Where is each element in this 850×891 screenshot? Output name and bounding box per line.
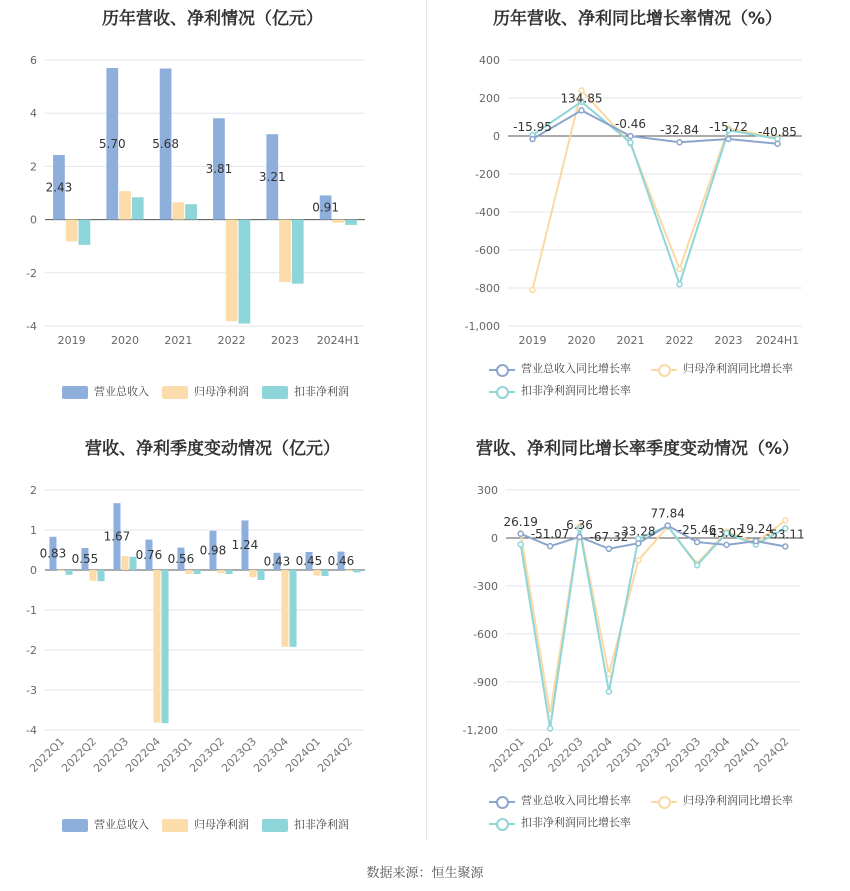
y-tick-label: 0	[30, 564, 37, 577]
bar	[172, 202, 184, 219]
line-point	[606, 689, 611, 694]
data-label: 0.91	[312, 200, 339, 215]
legend-swatch	[489, 795, 515, 808]
data-label: -25.46	[677, 523, 717, 538]
x-tick-label: 2020	[111, 334, 139, 347]
y-tick-label: -3	[26, 684, 37, 697]
y-tick-label: -400	[475, 206, 500, 219]
legend-item-deducted-growth[interactable]	[489, 382, 631, 398]
data-label: 0.56	[167, 551, 195, 566]
line-point	[695, 563, 700, 568]
x-tick-label: 2019	[518, 334, 547, 347]
line-point	[518, 542, 523, 547]
y-tick-label: -800	[475, 282, 500, 295]
data-label: 33.28	[621, 524, 656, 539]
data-label: 1.24	[231, 538, 259, 553]
line-point	[530, 287, 535, 292]
line-point	[783, 518, 788, 523]
data-label: 0.76	[135, 547, 163, 562]
bar	[79, 220, 91, 245]
legend-swatch	[489, 363, 515, 376]
legend-label: 归母净利润	[194, 818, 249, 831]
legend-label: 扣非净利润	[294, 385, 349, 398]
bar	[226, 220, 238, 322]
legend-item-revenue[interactable]	[62, 383, 149, 399]
data-label: -40.85	[758, 124, 797, 139]
data-label: 6.36	[566, 517, 593, 532]
legend-item-revenue-growth[interactable]	[489, 360, 631, 376]
data-label: -67.32	[589, 529, 629, 544]
data-label: -32.84	[660, 123, 699, 138]
bar	[292, 220, 304, 284]
chart-title: 历年营收、净利同比增长率情况（%）	[492, 9, 783, 29]
line-point	[665, 523, 670, 528]
legend-item-deducted-profit[interactable]	[262, 383, 349, 399]
line-point	[677, 282, 682, 287]
x-tick-label: 2024H1	[755, 334, 800, 347]
y-tick-label: 0	[30, 213, 37, 227]
bar	[132, 197, 144, 219]
line-point	[677, 267, 682, 272]
y-tick-label: -2	[26, 266, 37, 280]
x-tick-label: 2022Q4	[123, 734, 164, 775]
x-tick-label: 2022	[665, 334, 694, 347]
x-tick-label: 2023	[271, 334, 299, 347]
x-tick-label: 2021	[164, 334, 193, 347]
x-tick-label: 2023Q4	[692, 734, 733, 775]
bar	[322, 570, 329, 576]
line-point	[695, 540, 700, 545]
x-tick-label: 2022Q3	[91, 734, 132, 775]
y-tick-label: -1	[26, 604, 37, 617]
x-tick-label: 2024Q1	[721, 734, 763, 775]
x-tick-label: 2023Q4	[251, 734, 292, 775]
chart-panel-quarterly-growth	[425, 430, 850, 860]
line-point	[530, 137, 535, 142]
bar	[354, 570, 361, 572]
series-line	[521, 517, 786, 714]
x-tick-label: 2019	[57, 334, 86, 347]
data-label: 5.68	[152, 137, 179, 152]
line-point	[606, 672, 611, 677]
x-tick-label: 2023Q3	[663, 734, 704, 775]
legend-label: 扣非净利润同比增长率	[521, 384, 631, 397]
legend-swatch	[651, 363, 677, 376]
y-tick-label: 0	[493, 130, 500, 143]
data-label: 0.43	[263, 554, 291, 569]
bar	[239, 220, 251, 324]
x-tick-label: 2023Q1	[604, 734, 645, 775]
data-label: 134.85	[560, 91, 603, 106]
x-tick-label: 2022	[217, 334, 246, 347]
legend-label: 归母净利润同比增长率	[683, 794, 793, 807]
y-tick-label: -4	[26, 724, 37, 737]
bar	[217, 570, 224, 573]
legend-label: 归母净利润	[194, 385, 249, 398]
bar	[121, 556, 128, 570]
line-point	[753, 539, 758, 544]
y-tick-label: 4	[30, 107, 37, 121]
line-point	[636, 558, 641, 563]
x-tick-label: 2024Q2	[751, 734, 792, 775]
bar	[345, 570, 352, 571]
line-point	[606, 546, 611, 551]
y-tick-label: 1	[30, 524, 37, 537]
bar	[345, 220, 357, 225]
data-label: 3.81	[205, 161, 233, 176]
legend-item-net-profit[interactable]	[162, 816, 249, 832]
chart-panel-annual-values	[0, 0, 425, 430]
data-label: 0.98	[199, 543, 227, 558]
legend-swatch	[262, 819, 288, 832]
x-tick-label: 2020	[567, 334, 596, 347]
line-point	[628, 140, 633, 145]
y-tick-label: 0	[491, 532, 498, 545]
line-point	[548, 544, 553, 549]
legend-swatch	[62, 386, 88, 399]
y-tick-label: -1,000	[464, 320, 500, 333]
legend-label: 营业总收入同比增长率	[521, 794, 631, 807]
legend-swatch	[262, 386, 288, 399]
x-tick-label: 2024Q2	[315, 734, 356, 775]
series-line	[521, 526, 786, 728]
bar	[66, 220, 78, 242]
bar	[98, 570, 105, 581]
x-tick-label: 2022Q2	[59, 734, 100, 775]
chart-quarterly-growth	[425, 430, 850, 790]
line-point	[548, 726, 553, 731]
x-tick-label: 2023Q2	[633, 734, 674, 775]
y-tick-label: 6	[30, 54, 37, 67]
bar	[153, 570, 160, 723]
legend-item-net-growth[interactable]	[651, 792, 793, 808]
bar	[57, 570, 64, 571]
bar	[66, 570, 73, 575]
data-label: 77.84	[650, 506, 685, 521]
y-tick-label: -600	[475, 244, 500, 257]
y-tick-label: -300	[473, 580, 498, 593]
x-tick-label: 2023Q2	[187, 734, 228, 775]
y-tick-label: -1,200	[462, 724, 498, 737]
legend-item-deducted-growth[interactable]	[489, 814, 631, 830]
y-tick-label: -600	[473, 628, 498, 641]
legend-swatch	[489, 385, 515, 398]
bar	[281, 570, 288, 647]
x-tick-label: 2023	[714, 334, 743, 347]
legend-label: 扣非净利润	[294, 818, 349, 831]
x-tick-label: 2021	[616, 334, 645, 347]
data-label: -15.72	[709, 119, 748, 134]
x-tick-label: 2022Q4	[574, 734, 616, 775]
bar	[162, 570, 169, 723]
line-point	[628, 134, 633, 139]
data-label: 3.21	[258, 169, 286, 184]
data-source: 数据来源：恒生聚源	[366, 866, 484, 881]
data-label: 0.55	[71, 552, 99, 566]
chart-panel-quarterly-values	[0, 430, 425, 860]
data-label: -15.95	[513, 120, 552, 135]
line-point	[726, 136, 731, 141]
line-point	[783, 544, 788, 549]
y-tick-label: -200	[475, 168, 500, 181]
chart-annual-growth	[425, 0, 850, 360]
data-label: 19.24	[738, 522, 774, 537]
chart-panel-annual-growth	[425, 0, 850, 430]
bar	[119, 191, 131, 219]
data-label: -0.46	[614, 117, 647, 132]
legend-label: 营业总收入	[94, 385, 149, 398]
x-tick-label: 2023Q3	[219, 734, 260, 775]
line-point	[518, 531, 523, 536]
data-label: 26.19	[503, 514, 538, 529]
line-point	[724, 542, 729, 547]
legend-item-deducted-profit[interactable]	[262, 816, 349, 832]
chart-title: 营收、净利季度变动情况（亿元）	[85, 439, 340, 459]
bar	[332, 220, 344, 223]
chart-annual-values	[0, 0, 425, 360]
legend-item-net-growth[interactable]	[651, 360, 793, 376]
legend-swatch	[489, 817, 515, 830]
x-tick-label: 2022Q2	[516, 734, 557, 775]
data-label: 1.67	[103, 529, 131, 544]
y-tick-label: -4	[26, 320, 37, 333]
legend-swatch	[162, 819, 188, 832]
bar	[249, 570, 256, 577]
legend-swatch	[162, 386, 188, 399]
panel-divider	[426, 0, 427, 840]
y-tick-label: 200	[479, 92, 500, 105]
bar	[290, 570, 297, 647]
line-point	[636, 541, 641, 546]
bar	[258, 570, 265, 580]
bar	[89, 570, 96, 581]
y-tick-label: -2	[26, 644, 37, 657]
chart-quarterly-values	[0, 430, 425, 810]
legend-label: 营业总收入同比增长率	[521, 362, 631, 375]
x-tick-label: 2023Q1	[155, 734, 196, 775]
chart-title: 营收、净利同比增长率季度变动情况（%）	[475, 439, 800, 459]
data-label: 2.43	[45, 180, 73, 195]
x-tick-label: 2024Q1	[283, 734, 324, 775]
bar	[185, 570, 192, 574]
bar	[194, 570, 201, 574]
line-point	[579, 108, 584, 113]
data-label: -53.11	[765, 527, 805, 542]
legend-item-revenue[interactable]	[62, 816, 149, 832]
bar	[226, 570, 233, 574]
y-tick-label: 2	[30, 484, 37, 497]
data-label: 0.46	[327, 553, 355, 568]
line-point	[577, 534, 582, 539]
x-tick-label: 2022Q1	[27, 734, 68, 775]
y-tick-label: 300	[477, 484, 498, 497]
chart-title: 历年营收、净利情况（亿元）	[102, 9, 323, 29]
line-point	[677, 140, 682, 145]
data-label: 5.70	[98, 136, 126, 151]
bar	[313, 570, 320, 576]
x-tick-label: 2022Q1	[486, 734, 527, 775]
legend-item-net-profit[interactable]	[162, 383, 249, 399]
line-point	[775, 141, 780, 146]
y-tick-label: 400	[479, 54, 500, 67]
x-tick-label: 2022Q3	[545, 734, 586, 775]
data-label: 0.83	[39, 546, 67, 561]
data-label: 43.02	[709, 525, 744, 540]
data-label: 0.45	[295, 554, 323, 568]
y-tick-label: 2	[30, 160, 37, 174]
y-tick-label: -900	[473, 676, 498, 689]
legend-label: 营业总收入	[94, 818, 149, 831]
legend-label: 归母净利润同比增长率	[683, 362, 793, 375]
legend-item-revenue-growth[interactable]	[489, 792, 631, 808]
data-label: -51.07	[530, 527, 570, 542]
bar	[279, 220, 291, 283]
legend-swatch	[651, 795, 677, 808]
legend-swatch	[62, 819, 88, 832]
bar	[185, 204, 197, 219]
x-tick-label: 2024H1	[316, 334, 360, 347]
legend-label: 扣非净利润同比增长率	[521, 816, 631, 829]
